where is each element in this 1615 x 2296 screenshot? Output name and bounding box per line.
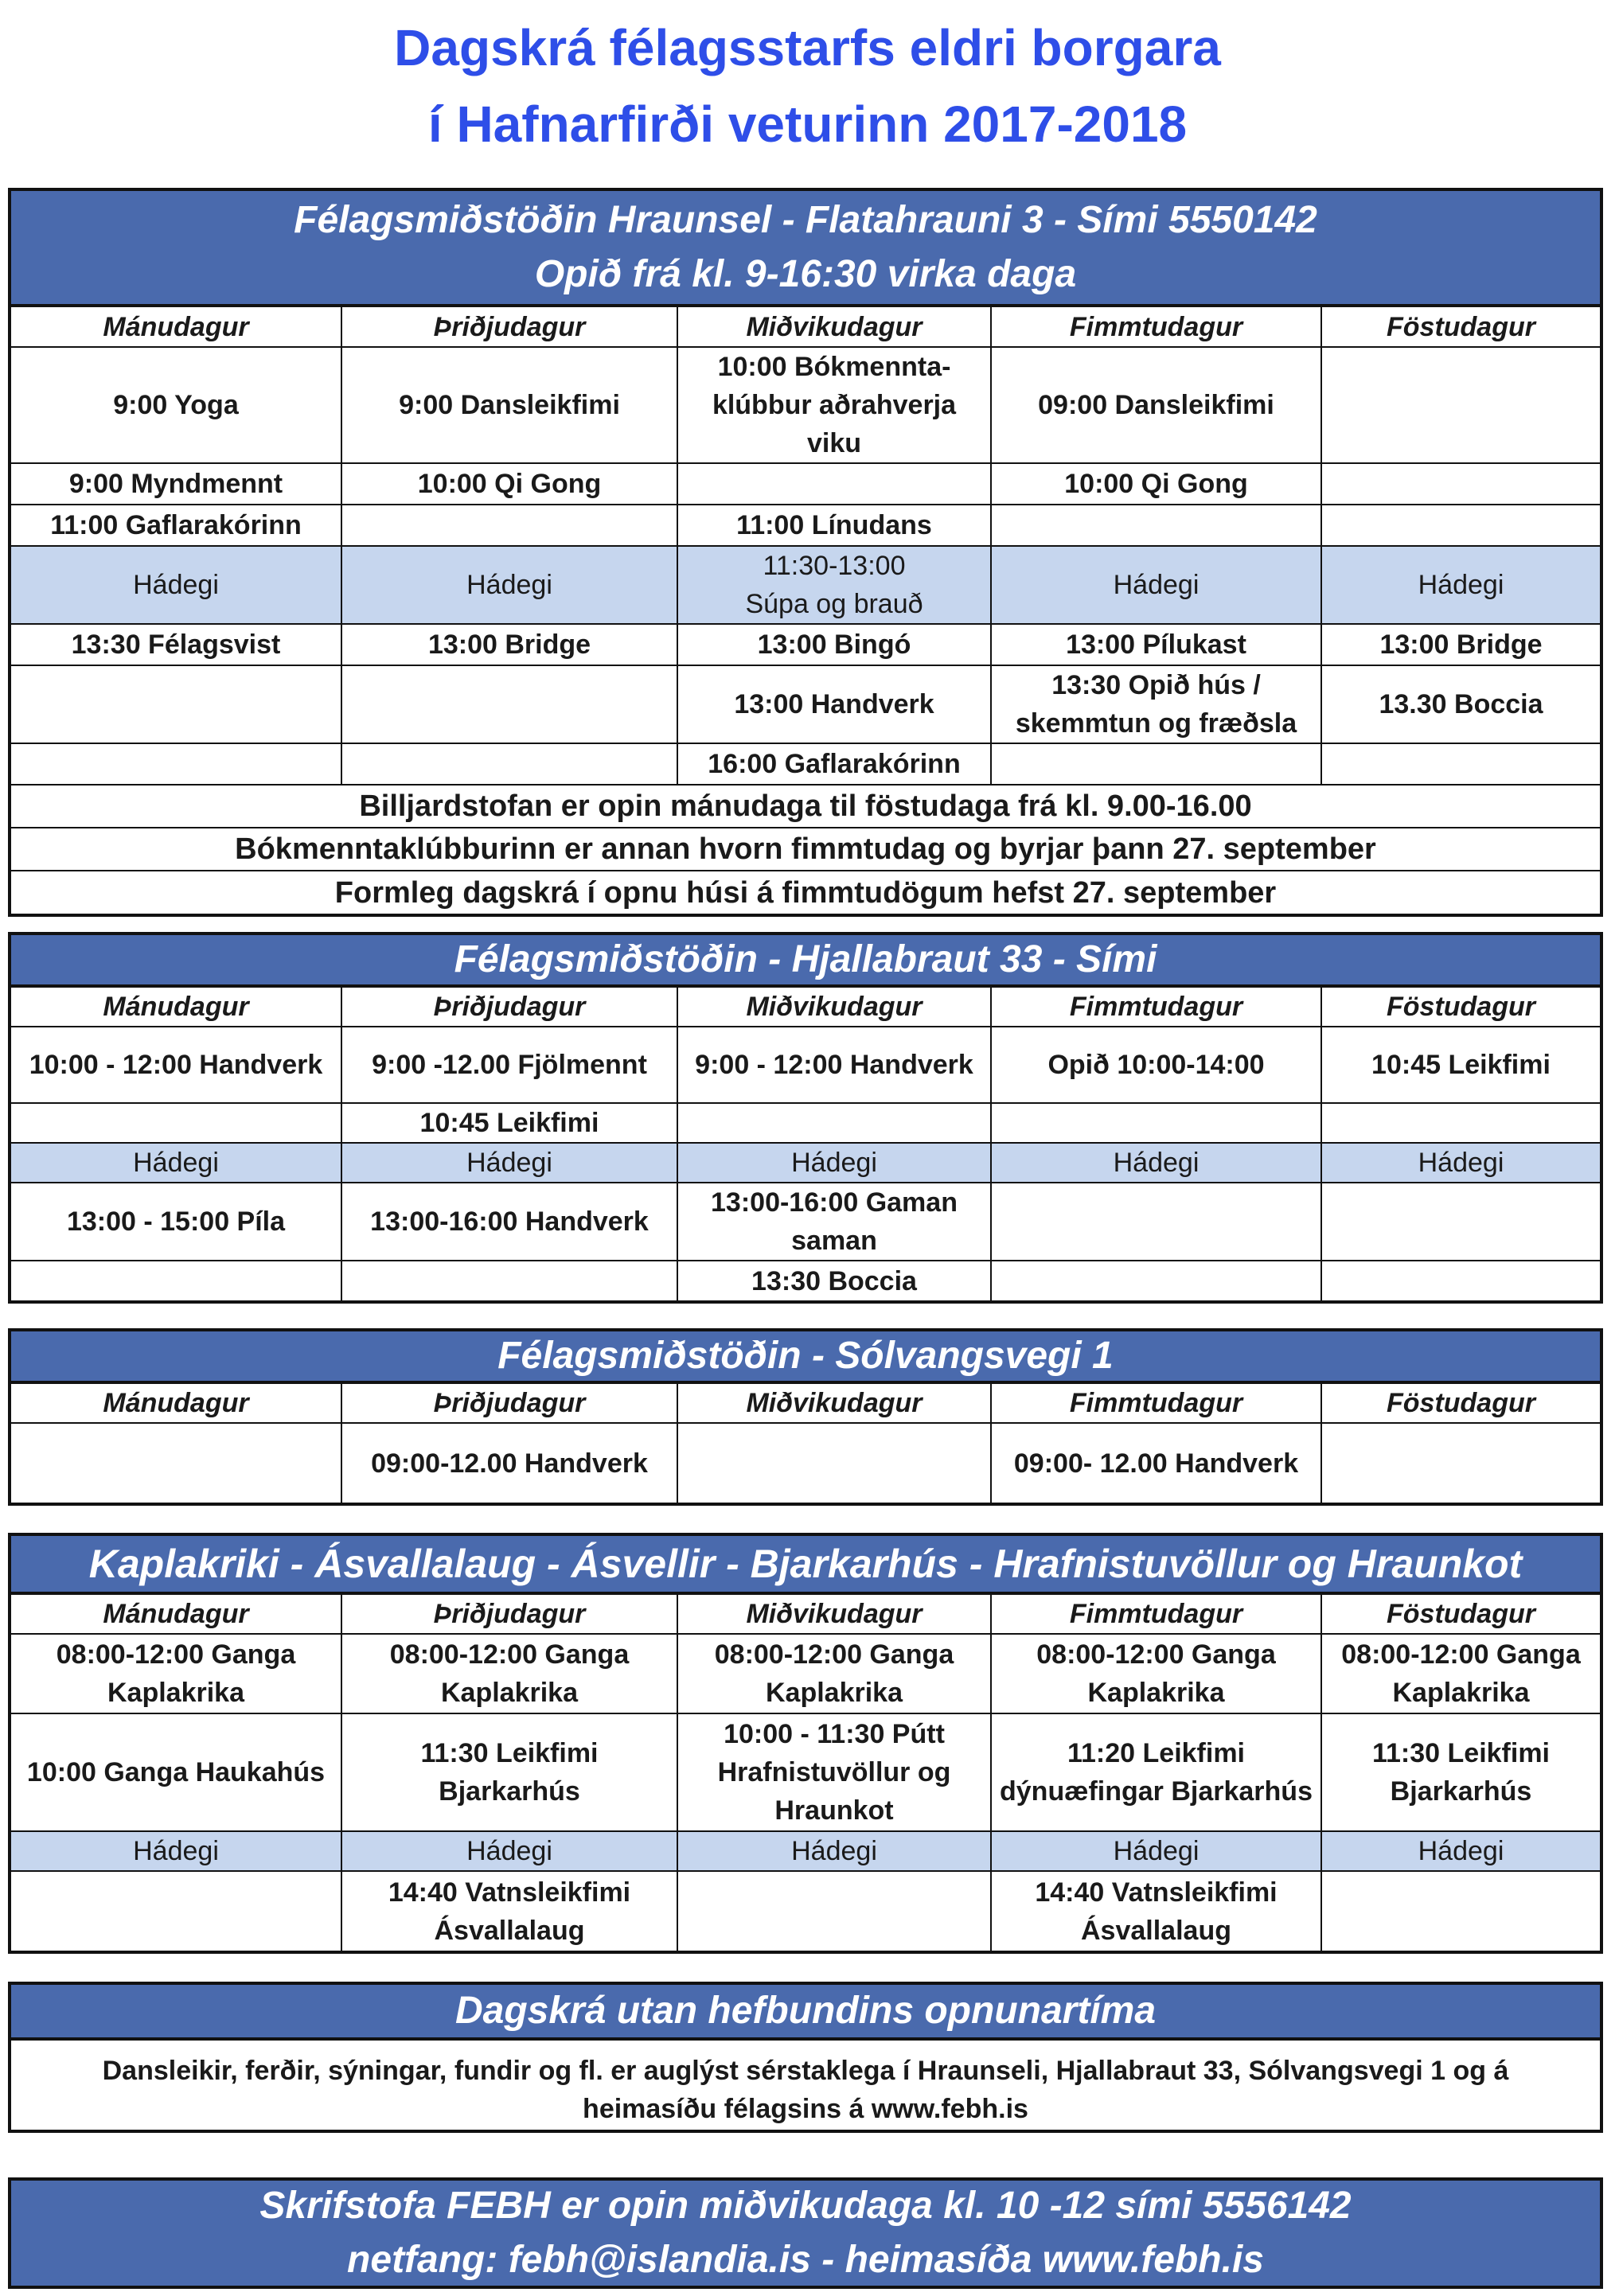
schedule-row	[11, 624, 1600, 665]
schedule-cell: Hádegi	[11, 1143, 341, 1183]
schedule-cell: Hádegi	[341, 1143, 677, 1183]
schedule-note: Bókmenntaklúbburinn er annan hvorn fimmtudag og byrjar þann 27. september	[11, 828, 1600, 871]
schedule-cell: 11:00 Línudans	[677, 505, 991, 546]
section-kaplakriki	[8, 1533, 1603, 1954]
schedule-cell: 10:00 - 12:00 Handverk	[11, 1027, 341, 1103]
schedule-row	[11, 463, 1600, 505]
schedule-row	[11, 1423, 1600, 1503]
schedule-row	[11, 1831, 1600, 1871]
schedule-cell: 10:00 Qi Gong	[991, 463, 1321, 505]
schedule-cell: 10:00 Bókmennta- klúbbur aðrahverja viku	[677, 347, 991, 463]
note-row	[11, 871, 1600, 914]
footer-content	[11, 2181, 1600, 2286]
schedule-cell: 11:30 Leikfimi Bjarkarhús	[1321, 1713, 1600, 1831]
footer-line2: netfang: febh@islandia.is - heimasíða www.febh.is	[347, 2239, 1264, 2281]
schedule-cell: 14:40 Vatnsleikfimi Ásvallalaug	[991, 1871, 1321, 1951]
schedule-note: Formleg dagskrá í opnu húsi á fimmtudögum hefst 27. september	[11, 871, 1600, 914]
schedule-cell: Hádegi	[341, 1831, 677, 1871]
schedule-row	[11, 743, 1600, 785]
schedule-cell: 08:00-12:00 Ganga Kaplakrika	[1321, 1634, 1600, 1713]
section-hraunsel-heading: Félagsmiðstöðin Hraunsel - Flatahrauni 3 - Sími 5550142	[294, 199, 1317, 241]
solvangsvegur-schedule-table	[11, 1384, 1600, 1503]
page-title-line2: í Hafnarfirði veturinn 2017-2018	[427, 96, 1188, 153]
schedule-row	[11, 546, 1600, 624]
schedule-cell: 10:00 Ganga Haukahús	[11, 1713, 341, 1831]
footer-box	[8, 2177, 1603, 2289]
schedule-cell: 9:00 Dansleikfimi	[341, 347, 677, 463]
schedule-cell	[11, 743, 341, 785]
schedule-cell: 11:30-13:00 Súpa og brauð	[677, 546, 991, 624]
schedule-cell	[11, 1423, 341, 1503]
day-header: Fimmtudagur	[991, 988, 1321, 1027]
section-hraunsel	[8, 188, 1603, 917]
schedule-cell: Hádegi	[1321, 546, 1600, 624]
day-header-row	[11, 1595, 1600, 1634]
hjallabraut-schedule-table	[11, 988, 1600, 1300]
schedule-cell: 13:30 Félagsvist	[11, 624, 341, 665]
schedule-row	[11, 1143, 1600, 1183]
footer-line1: Skrifstofa FEBH er opin miðvikudaga kl. 10 -12 sími 5556142	[259, 2185, 1352, 2227]
schedule-cell: 13:00-16:00 Handverk	[341, 1183, 677, 1261]
schedule-row	[11, 665, 1600, 743]
note-row	[11, 785, 1600, 828]
schedule-cell: 11:30 Leikfimi Bjarkarhús	[341, 1713, 677, 1831]
schedule-cell: Hádegi	[11, 546, 341, 624]
day-header: Þriðjudagur	[341, 988, 677, 1027]
day-header: Miðvikudagur	[677, 1595, 991, 1634]
schedule-cell	[677, 1423, 991, 1503]
section-hjallabraut-header	[11, 935, 1600, 988]
hraunsel-schedule-table	[11, 307, 1600, 914]
section-hjallabraut-heading: Félagsmiðstöðin - Hjallabraut 33 - Sími	[454, 938, 1157, 980]
page-title-line1: Dagskrá félagsstarfs eldri borgara	[394, 19, 1221, 76]
day-header: Mánudagur	[11, 1384, 341, 1423]
schedule-cell	[1321, 463, 1600, 505]
schedule-cell: Hádegi	[991, 1143, 1321, 1183]
schedule-cell: 09:00 Dansleikfimi	[991, 347, 1321, 463]
schedule-cell: 09:00-12.00 Handverk	[341, 1423, 677, 1503]
day-header-row	[11, 307, 1600, 347]
schedule-cell: 13:00-16:00 Gaman saman	[677, 1183, 991, 1261]
schedule-cell: 13:30 Opið hús / skemmtun og fræðsla	[991, 665, 1321, 743]
day-header: Miðvikudagur	[677, 1384, 991, 1423]
day-header: Þriðjudagur	[341, 1595, 677, 1634]
schedule-cell	[991, 1183, 1321, 1261]
day-header: Fimmtudagur	[991, 1595, 1321, 1634]
schedule-cell: 08:00-12:00 Ganga Kaplakrika	[11, 1634, 341, 1713]
schedule-row	[11, 1261, 1600, 1300]
schedule-cell	[341, 505, 677, 546]
day-header: Föstudagur	[1321, 988, 1600, 1027]
schedule-row	[11, 1713, 1600, 1831]
schedule-cell: 10:45 Leikfimi	[341, 1103, 677, 1143]
schedule-cell	[991, 505, 1321, 546]
schedule-row	[11, 1871, 1600, 1951]
schedule-cell	[341, 1261, 677, 1300]
schedule-cell: Hádegi	[341, 546, 677, 624]
schedule-cell: 10:00 - 11:30 Pútt Hrafnistuvöllur og Hraunkot	[677, 1713, 991, 1831]
schedule-cell	[677, 463, 991, 505]
schedule-cell: 9:00 Myndmennt	[11, 463, 341, 505]
schedule-cell	[11, 1103, 341, 1143]
section-extra-heading: Dagskrá utan hefbundins opnunartíma	[454, 1990, 1157, 2032]
schedule-cell	[991, 1261, 1321, 1300]
day-header: Fimmtudagur	[991, 307, 1321, 347]
schedule-row	[11, 347, 1600, 463]
schedule-cell	[1321, 1871, 1600, 1951]
day-header: Mánudagur	[11, 307, 341, 347]
schedule-cell: 08:00-12:00 Ganga Kaplakrika	[677, 1634, 991, 1713]
schedule-cell: 14:40 Vatnsleikfimi Ásvallalaug	[341, 1871, 677, 1951]
schedule-cell: Hádegi	[991, 1831, 1321, 1871]
schedule-row	[11, 505, 1600, 546]
schedule-cell: 13.30 Boccia	[1321, 665, 1600, 743]
schedule-cell: 08:00-12:00 Ganga Kaplakrika	[991, 1634, 1321, 1713]
day-header: Föstudagur	[1321, 307, 1600, 347]
day-header: Þriðjudagur	[341, 307, 677, 347]
day-header: Föstudagur	[1321, 1384, 1600, 1423]
schedule-cell	[1321, 347, 1600, 463]
schedule-row	[11, 1183, 1600, 1261]
schedule-cell	[1321, 1183, 1600, 1261]
schedule-cell: Hádegi	[1321, 1143, 1600, 1183]
schedule-cell	[341, 743, 677, 785]
schedule-cell: 09:00- 12.00 Handverk	[991, 1423, 1321, 1503]
section-hraunsel-hours: Opið frá kl. 9-16:30 virka daga	[534, 253, 1077, 295]
schedule-cell	[11, 1261, 341, 1300]
schedule-row	[11, 1103, 1600, 1143]
section-extra-header	[11, 1985, 1600, 2041]
section-extra-text: Dansleikir, ferðir, sýningar, fundir og fl. er auglýst sérstaklega í Hraunseli, Hjallabraut 33, Sólvangsvegi 1 og á heimasíðu félagsins á www.febh.is	[102, 2056, 1509, 2124]
section-solvangsvegur	[8, 1328, 1603, 1506]
section-extra	[8, 1982, 1603, 2133]
day-header: Mánudagur	[11, 988, 341, 1027]
section-kaplakriki-header	[11, 1536, 1600, 1595]
schedule-cell	[1321, 743, 1600, 785]
schedule-cell	[11, 1871, 341, 1951]
section-hraunsel-header	[11, 191, 1600, 307]
section-solvangsvegur-heading: Félagsmiðstöðin - Sólvangsvegi 1	[497, 1335, 1114, 1377]
schedule-cell	[677, 1103, 991, 1143]
schedule-cell: 08:00-12:00 Ganga Kaplakrika	[341, 1634, 677, 1713]
schedule-cell: 13:30 Boccia	[677, 1261, 991, 1300]
schedule-note: Billjardstofan er opin mánudaga til föstudaga frá kl. 9.00-16.00	[11, 785, 1600, 828]
schedule-cell: Opið 10:00-14:00	[991, 1027, 1321, 1103]
section-hjallabraut	[8, 932, 1603, 1304]
note-row	[11, 828, 1600, 871]
schedule-cell	[1321, 505, 1600, 546]
schedule-row	[11, 1634, 1600, 1713]
schedule-cell: 13:00 Bridge	[1321, 624, 1600, 665]
kaplakriki-schedule-table	[11, 1595, 1600, 1951]
schedule-cell: 13:00 Pílukast	[991, 624, 1321, 665]
section-solvangsvegur-header	[11, 1331, 1600, 1384]
day-header: Föstudagur	[1321, 1595, 1600, 1634]
day-header: Miðvikudagur	[677, 307, 991, 347]
schedule-cell: Hádegi	[677, 1831, 991, 1871]
day-header: Miðvikudagur	[677, 988, 991, 1027]
schedule-cell: 9:00 -12.00 Fjölmennt	[341, 1027, 677, 1103]
day-header: Þriðjudagur	[341, 1384, 677, 1423]
day-header: Fimmtudagur	[991, 1384, 1321, 1423]
schedule-cell: Hádegi	[991, 546, 1321, 624]
day-header: Mánudagur	[11, 1595, 341, 1634]
schedule-cell: Hádegi	[11, 1831, 341, 1871]
schedule-cell: 13:00 Handverk	[677, 665, 991, 743]
schedule-cell: Hádegi	[1321, 1831, 1600, 1871]
schedule-cell: 13:00 Bridge	[341, 624, 677, 665]
schedule-cell	[1321, 1423, 1600, 1503]
schedule-row	[11, 1027, 1600, 1103]
day-header-row	[11, 1384, 1600, 1423]
schedule-cell	[341, 665, 677, 743]
schedule-cell: Hádegi	[677, 1143, 991, 1183]
schedule-cell	[991, 743, 1321, 785]
schedule-cell: 11:00 Gaflarakórinn	[11, 505, 341, 546]
schedule-cell: 11:20 Leikfimi dýnuæfingar Bjarkarhús	[991, 1713, 1321, 1831]
section-kaplakriki-heading: Kaplakriki - Ásvallalaug - Ásvellir - Bjarkarhús - Hrafnistuvöllur og Hraunkot	[88, 1542, 1523, 1586]
schedule-cell	[1321, 1103, 1600, 1143]
schedule-cell	[1321, 1261, 1600, 1300]
schedule-cell: 10:00 Qi Gong	[341, 463, 677, 505]
day-header-row	[11, 988, 1600, 1027]
schedule-cell: 13:00 Bingó	[677, 624, 991, 665]
schedule-cell: 9:00 - 12:00 Handverk	[677, 1027, 991, 1103]
schedule-cell: 9:00 Yoga	[11, 347, 341, 463]
schedule-cell: 16:00 Gaflarakórinn	[677, 743, 991, 785]
schedule-cell: 13:00 - 15:00 Píla	[11, 1183, 341, 1261]
schedule-cell	[991, 1103, 1321, 1143]
schedule-cell	[11, 665, 341, 743]
schedule-cell	[677, 1871, 991, 1951]
schedule-cell: 10:45 Leikfimi	[1321, 1027, 1600, 1103]
